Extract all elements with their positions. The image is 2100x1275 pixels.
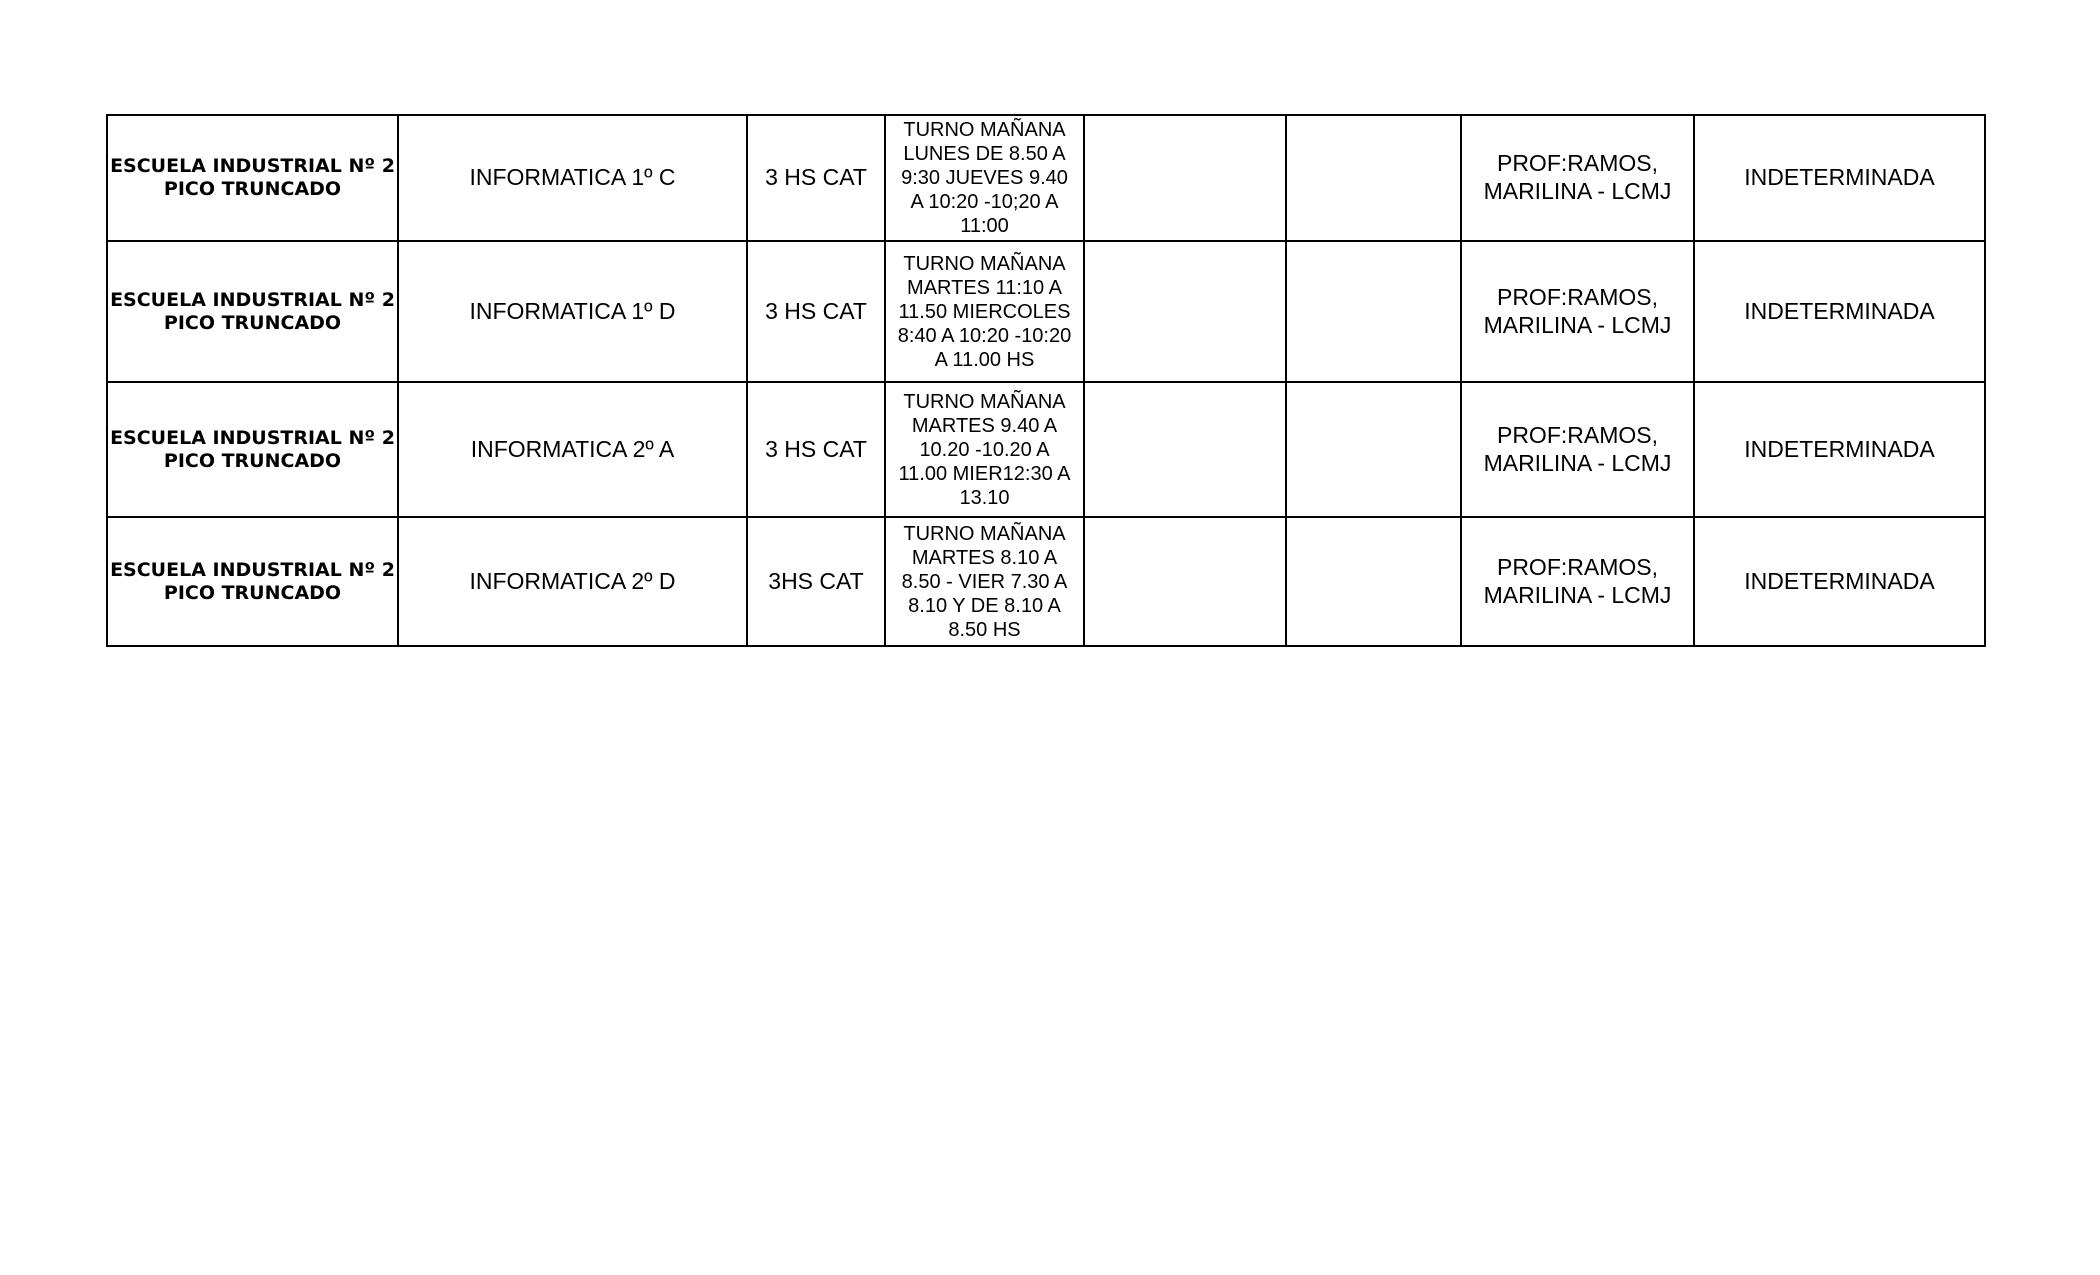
subject-cell: INFORMATICA 2º A: [398, 382, 747, 517]
schedule-line: MARTES 8.10 A: [911, 546, 1058, 569]
school-cell: [107, 241, 398, 382]
schedule-line: 8.50 HS: [948, 618, 1021, 641]
subject-cell: INFORMATICA 1º C: [398, 115, 747, 241]
schedule-line: 11:00: [960, 215, 1009, 237]
schedule-line: 8.50 - VIER 7.30 A: [901, 570, 1068, 593]
professor-cell: [1461, 382, 1694, 517]
professor-line: MARILINA - LCMJ: [1483, 178, 1672, 204]
schedule-cell: [885, 517, 1084, 646]
schedule-line: 10.20 -10.20 A: [919, 438, 1050, 461]
empty-cell: [1084, 115, 1286, 241]
professor-line: PROF:RAMOS,: [1496, 150, 1658, 177]
schedule-line: TURNO MAÑANA: [903, 522, 1066, 545]
status-cell: INDETERMINADA: [1694, 382, 1985, 517]
assignment-table: [106, 114, 1986, 647]
subject-cell: INFORMATICA 2º D: [398, 517, 747, 646]
school-name: ESCUELA INDUSTRIAL Nº 2: [110, 426, 395, 449]
school-name: ESCUELA INDUSTRIAL Nº 2: [110, 288, 395, 311]
hours-cell: 3 HS CAT: [747, 115, 885, 241]
professor-cell: [1461, 517, 1694, 646]
schedule-line: TURNO MAÑANA: [903, 252, 1066, 275]
hours-cell: 3 HS CAT: [747, 241, 885, 382]
schedule-line: 8:40 A 10:20 -10:20: [897, 324, 1072, 347]
professor-line: MARILINA - LCMJ: [1483, 449, 1672, 476]
table-row: [107, 382, 1985, 517]
schedule-line: 11.50 MIERCOLES: [898, 300, 1071, 323]
schedule-cell: [885, 241, 1084, 382]
school-cell: [107, 382, 398, 517]
schedule-line: 9:30 JUEVES 9.40: [901, 167, 1068, 189]
school-name: ESCUELA INDUSTRIAL Nº 2: [110, 558, 395, 581]
schedule-line: LUNES DE 8.50 A: [903, 143, 1066, 165]
school-cell: [107, 517, 398, 646]
empty-cell: [1286, 241, 1461, 382]
school-city: PICO TRUNCADO: [163, 178, 342, 200]
school-cell: [107, 115, 398, 241]
professor-line: MARILINA - LCMJ: [1483, 311, 1672, 338]
schedule-line: MARTES 9.40 A: [911, 414, 1058, 437]
subject-cell: INFORMATICA 1º D: [398, 241, 747, 382]
professor-line: MARILINA - LCMJ: [1483, 581, 1672, 608]
schedule-line: TURNO MAÑANA: [903, 390, 1066, 413]
empty-cell: [1084, 241, 1286, 382]
schedule-line: MARTES 11:10 A: [907, 276, 1062, 299]
empty-cell: [1084, 382, 1286, 517]
school-city: PICO TRUNCADO: [163, 311, 342, 334]
schedule-line: A 11.00 HS: [934, 348, 1035, 371]
school-city: PICO TRUNCADO: [163, 581, 342, 604]
status-cell: INDETERMINADA: [1694, 115, 1985, 241]
schedule-line: A 10:20 -10;20 A: [910, 191, 1059, 213]
schedule-cell: [885, 115, 1084, 241]
professor-line: PROF:RAMOS,: [1496, 553, 1658, 580]
professor-cell: [1461, 115, 1694, 241]
table-row: [107, 115, 1985, 241]
schedule-line: 8.10 Y DE 8.10 A: [908, 594, 1061, 617]
school-city: PICO TRUNCADO: [163, 449, 342, 472]
empty-cell: [1084, 517, 1286, 646]
schedule-line: 11.00 MIER12:30 A: [898, 462, 1071, 485]
table-row: [107, 241, 1985, 382]
hours-cell: 3 HS CAT: [747, 382, 885, 517]
schedule-cell: [885, 382, 1084, 517]
empty-cell: [1286, 382, 1461, 517]
professor-line: PROF:RAMOS,: [1496, 283, 1658, 310]
professor-cell: [1461, 241, 1694, 382]
schedule-line: TURNO MAÑANA: [903, 119, 1066, 141]
status-cell: INDETERMINADA: [1694, 517, 1985, 646]
school-name: ESCUELA INDUSTRIAL Nº 2: [110, 155, 395, 178]
empty-cell: [1286, 517, 1461, 646]
empty-cell: [1286, 115, 1461, 241]
professor-line: PROF:RAMOS,: [1496, 421, 1658, 448]
table-row: [107, 517, 1985, 646]
status-cell: INDETERMINADA: [1694, 241, 1985, 382]
hours-cell: 3HS CAT: [747, 517, 885, 646]
schedule-line: 13.10: [959, 486, 1010, 509]
